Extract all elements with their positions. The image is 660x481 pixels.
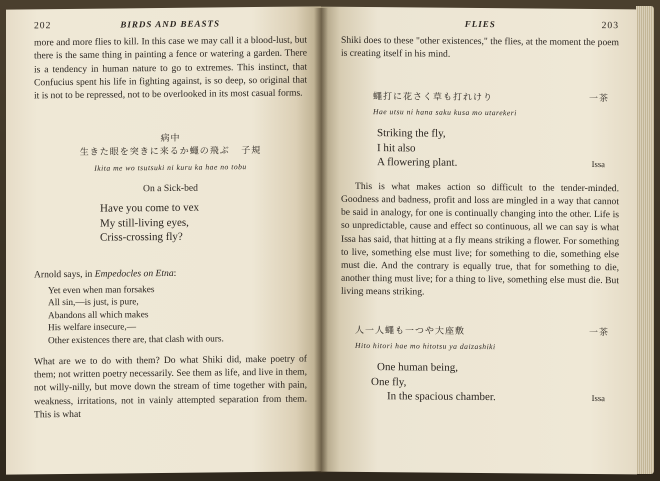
right-paragraph-1: Shiki does to these "other existences," the flies, at the moment the poem is creating itself in his mind.: [341, 34, 619, 61]
arnold-intro: Arnold says, in Empedocles on Etna:: [34, 267, 177, 281]
quote-line: Abandons all which makes: [48, 309, 149, 322]
quote-line: Yet even when man forsakes: [48, 285, 155, 297]
quote-line: Other existences there are, that clash with ours.: [48, 334, 224, 346]
shiki-haiku-japanese: [34, 132, 307, 175]
shiki-english-title: On a Sick-bed: [143, 182, 198, 195]
poem-line: A flowering plant.: [377, 156, 458, 170]
issa-haiku-2-english: [371, 360, 619, 406]
issa-haiku-2-romaji: Hito hitori hae mo hitotsu ya daizashiki: [355, 340, 496, 351]
left-paragraph-2: What are we to do with them? Do what Shiki did, make poetry of them; not written poetry necessarily. See them as life, and live in them, not willy-nilly, but move down the stream of time together with pain, weakness, irritations, not in vainly attempted separation from them. This is what: [34, 353, 307, 421]
left-running-title: BIRDS AND BEASTS: [120, 18, 221, 30]
poem-line: In the spacious chamber.: [387, 390, 496, 404]
book-gutter: [314, 8, 328, 473]
right-running-head: [341, 17, 619, 33]
issa-haiku-2-author: Issa: [591, 393, 605, 404]
issa-haiku-1-author-jp: 一茶: [588, 93, 609, 104]
poem-line: Criss-crossing fly?: [100, 231, 183, 244]
issa-haiku-1-romaji: Hae utsu ni hana saku kusa mo utarekeri: [373, 106, 517, 118]
issa-haiku-1: [341, 90, 619, 172]
issa-haiku-2: [341, 324, 619, 406]
issa-haiku-2-text: 人一人蠅も一つや大座敷: [355, 325, 466, 337]
poem-line: I hit also: [377, 141, 416, 155]
shiki-english-poem: [100, 200, 307, 246]
right-page: [321, 7, 637, 475]
poem-line: One fly,: [371, 375, 407, 388]
right-paragraph-2: This is what makes action so difficult to the tender-minded. Goodness and badness, profit and loss are mingled in a way that cannot be said in analogy, for one is continually changing into the other. Life is so unpredictable, cause and effect so continuous, all we can say is what Issa has said, that hitting at a fly means striking a flower. For something to live, something else must live; for something to die, something else must die. And the contrary is equally true, that for something to die, another thing must live; for a thing to live, something else must die. But living means striking.: [341, 180, 619, 298]
poem-line: My still-living eyes,: [100, 216, 189, 230]
shiki-romaji: Ikita me wo tsutsuki ni kuru ka hae no tobu: [94, 161, 247, 173]
issa-haiku-1-english: [377, 126, 619, 172]
shiki-haiku-text: 生きた眼を突きに来るか蠅の飛ぶ: [79, 146, 230, 159]
right-running-title: FLIES: [464, 18, 496, 30]
issa-haiku-1-author: Issa: [591, 159, 605, 170]
poem-line: Striking the fly,: [377, 127, 446, 140]
quote-line: All sin,—is just, is pure,: [48, 297, 139, 309]
arnold-quote: [48, 283, 307, 348]
left-page: [6, 6, 321, 474]
poem-line: One human being,: [377, 361, 458, 374]
left-running-head: [34, 16, 307, 32]
issa-haiku-2-author-jp: 一茶: [588, 327, 609, 338]
issa-haiku-1-text: 蠅打に花さく草も打れけり: [373, 91, 494, 103]
poem-line: Have you come to vex: [100, 201, 199, 215]
right-page-number: 203: [601, 20, 619, 32]
left-page-number: 202: [34, 20, 52, 32]
page-edges: [636, 6, 654, 474]
quote-line: His welfare insecure,—: [48, 322, 137, 334]
left-paragraph-1: more and more flies to kill. In this case we may call it a blood-lust, but there is the same thing in painting a fence or watering a garden. There is a tendency in human nature to go to extremes. This instinct, that Confucius spent his life in fighting against, is so deep, so original that it is not to be repressed, not to be overlooked in its most casual forms.: [34, 34, 307, 102]
shiki-headnote: 病中: [160, 134, 181, 145]
shiki-author-jp: 子規: [241, 146, 262, 157]
